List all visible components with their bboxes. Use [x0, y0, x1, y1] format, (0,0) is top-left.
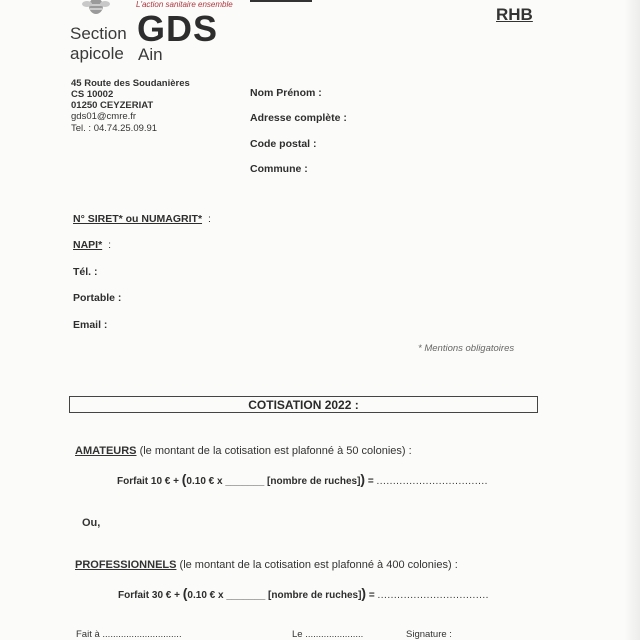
pro-label: PROFESSIONNELS [75, 559, 177, 571]
logo-section-text: Section [70, 24, 127, 43]
bee-icon [82, 0, 110, 18]
logo-apicole-text: apicole [70, 44, 124, 63]
pro-total-dots: .................................. [377, 590, 489, 601]
commune-label[interactable]: Commune : [250, 163, 308, 175]
logo-ain-text: Ain [138, 45, 163, 64]
top-divider [250, 0, 312, 2]
amateurs-total-dots: .................................. [376, 476, 488, 487]
pro-formula-b: 0.10 € x _______ [nombre de ruches] [187, 590, 362, 601]
address-email[interactable]: gds01@cmre.fr [71, 111, 137, 122]
signature-field[interactable]: Signature : [406, 629, 452, 640]
fait-a-field[interactable]: Fait à .............................. [76, 629, 182, 640]
amateurs-label: AMATEURS [75, 445, 137, 457]
amateurs-formula[interactable] [117, 471, 488, 487]
code-postal-label[interactable]: Code postal : [250, 138, 317, 150]
cotisation-box [69, 396, 538, 413]
cotisation-title: COTISATION 2022 : [248, 398, 359, 412]
siret-label: N° SIRET* ou NUMAGRIT* [73, 213, 203, 225]
date-field[interactable]: Le ...................... [292, 629, 364, 640]
form-code: RHB [496, 5, 533, 24]
scan-edge-shadow [624, 0, 640, 640]
address-tel: Tel. : 04.74.25.09.91 [71, 123, 158, 134]
amateurs-heading [75, 445, 412, 457]
close-paren: ) [360, 471, 366, 487]
portable-label[interactable]: Portable : [73, 292, 122, 304]
address-line3: 01250 CEYZERIAT [71, 100, 154, 111]
nom-prenom-label[interactable]: Nom Prénom : [250, 87, 322, 99]
pro-formula[interactable] [118, 585, 489, 601]
open-paren: ( [181, 471, 187, 487]
pro-note: (le montant de la cotisation est plafonné à 400 colonies) : [176, 559, 458, 571]
address-line2: CS 10002 [71, 89, 114, 100]
adresse-label[interactable]: Adresse complète : [250, 112, 347, 124]
logo-gds-text: GDS [137, 8, 219, 49]
pro-heading [75, 559, 458, 571]
ou-text: Ou, [82, 517, 101, 529]
address-line1: 45 Route des Soudanières [71, 78, 190, 89]
siret-field[interactable] [73, 213, 211, 225]
napi-colon: : [108, 239, 112, 251]
siret-colon: : [207, 213, 211, 225]
amateurs-formula-c: = [365, 476, 377, 487]
tel-label[interactable]: Tél. : [73, 266, 98, 278]
pro-formula-c: = [366, 590, 378, 601]
open-paren: ( [182, 585, 188, 601]
close-paren: ) [361, 585, 367, 601]
amateurs-note: (le montant de la cotisation est plafonné à 50 colonies) : [136, 445, 412, 457]
logo-tagline: L'action sanitaire ensemble [136, 0, 233, 9]
amateurs-formula-a: Forfait 10 € + [117, 476, 182, 487]
amateurs-formula-b: 0.10 € x _______ [nombre de ruches] [186, 476, 361, 487]
mentions-obligatoires: * Mentions obligatoires [418, 343, 515, 354]
napi-field[interactable] [73, 239, 111, 251]
email-label[interactable]: Email : [73, 319, 108, 331]
pro-formula-a: Forfait 30 € + [118, 590, 183, 601]
napi-label: NAPI* [73, 239, 103, 251]
